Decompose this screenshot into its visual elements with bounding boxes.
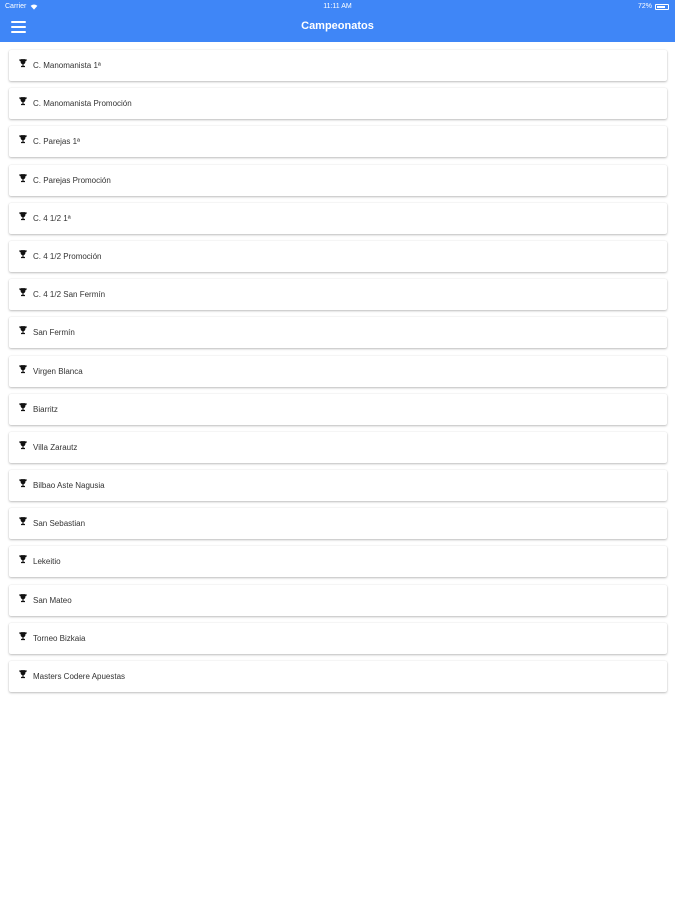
trophy-icon	[19, 555, 27, 564]
battery-icon	[655, 4, 669, 10]
page-title: Campeonatos	[301, 20, 374, 32]
list-item-label: San Sebastian	[33, 519, 86, 529]
list-item[interactable]	[9, 165, 667, 196]
list-item-label: C. 4 1/2 San Fermín	[33, 290, 106, 300]
trophy-icon	[19, 517, 27, 526]
trophy-icon	[19, 441, 27, 450]
trophy-icon	[19, 670, 27, 679]
status-time: 11:11 AM	[323, 3, 352, 10]
list-item-label: Virgen Blanca	[33, 366, 83, 376]
list-item[interactable]	[9, 203, 667, 234]
trophy-icon	[19, 59, 27, 68]
trophy-icon	[19, 250, 27, 259]
list-item-label: San Mateo	[33, 595, 72, 605]
carrier-label: Carrier	[5, 3, 27, 10]
list-item[interactable]	[9, 432, 667, 463]
championship-list	[9, 50, 667, 699]
list-item-label: C. 4 1/2 1ª	[33, 213, 71, 223]
list-item-label: Bilbao Aste Nagusia	[33, 481, 105, 491]
list-item-label: Torneo Bizkaia	[33, 633, 86, 643]
list-item[interactable]	[9, 279, 667, 310]
list-item[interactable]	[9, 241, 667, 272]
status-bar	[0, 0, 675, 13]
list-item[interactable]	[9, 508, 667, 539]
list-item-label: C. Manomanista 1ª	[33, 61, 101, 70]
app-header	[0, 0, 675, 42]
trophy-icon	[19, 403, 27, 412]
list-item[interactable]	[9, 585, 667, 616]
list-item[interactable]	[9, 394, 667, 425]
status-right	[638, 0, 669, 13]
list-item[interactable]	[9, 317, 667, 348]
list-item-label: Lekeitio	[33, 557, 61, 567]
trophy-icon	[19, 174, 27, 183]
battery-percent: 72%	[637, 3, 652, 10]
trophy-icon	[19, 135, 27, 144]
trophy-icon	[19, 632, 27, 641]
list-item[interactable]	[9, 50, 667, 81]
list-item-label: C. Parejas 1ª	[33, 137, 80, 147]
list-item[interactable]	[9, 546, 667, 577]
trophy-icon	[19, 594, 27, 603]
list-item-label: C. Manomanista Promoción	[33, 99, 132, 109]
list-item-label: Masters Codere Apuestas	[33, 672, 126, 681]
list-item[interactable]	[9, 126, 667, 157]
list-item[interactable]	[9, 356, 667, 387]
list-item[interactable]	[9, 661, 667, 692]
trophy-icon	[19, 288, 27, 297]
list-item[interactable]	[9, 88, 667, 119]
list-item-label: C. Parejas Promoción	[33, 175, 111, 185]
trophy-icon	[19, 326, 27, 335]
list-item-label: Biarritz	[33, 404, 58, 414]
trophy-icon	[19, 479, 27, 488]
trophy-icon	[19, 212, 27, 221]
list-item-label: San Fermín	[33, 328, 75, 338]
list-item-label: Villa Zarautz	[33, 442, 78, 452]
trophy-icon	[19, 97, 27, 106]
list-item[interactable]	[9, 623, 667, 654]
trophy-icon	[19, 365, 27, 374]
list-item-label: C. 4 1/2 Promoción	[33, 251, 102, 261]
list-item[interactable]	[9, 470, 667, 501]
